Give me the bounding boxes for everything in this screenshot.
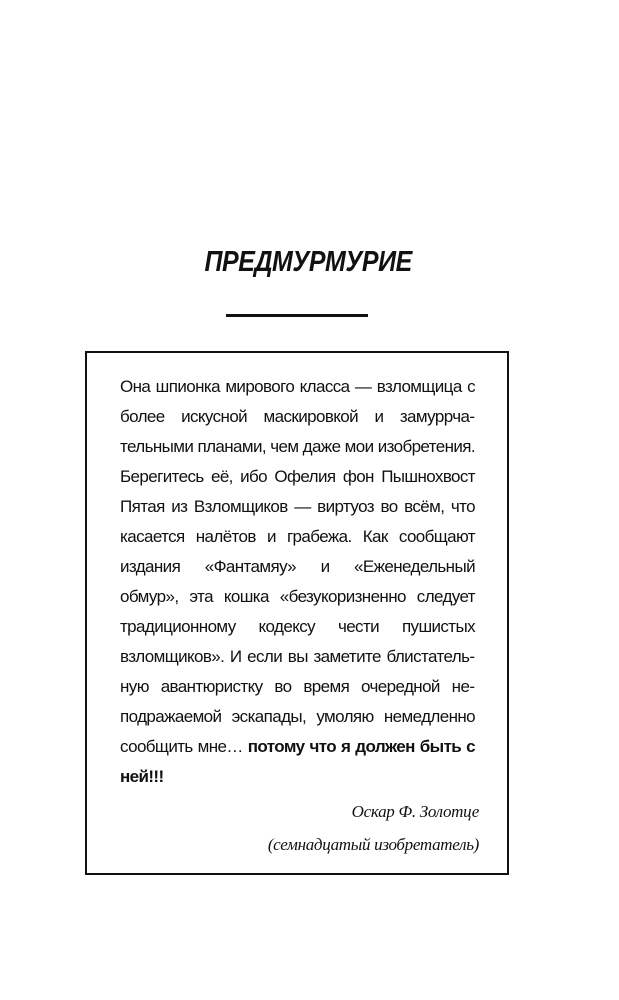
signature: [268, 795, 479, 861]
signature-name: Оскар Ф. Золотце: [351, 802, 479, 821]
page-title: ПРЕДМУРМУРИЕ: [204, 246, 412, 278]
quote-emphasis: потому что я должен быть с ней!!!: [120, 737, 475, 786]
quote-text: [120, 372, 475, 792]
quote-box: [85, 351, 509, 875]
title-divider: [226, 314, 368, 317]
quote-body: Она шпионка мирового класса — взломщица с более искусной маскировкой и замуррчательными планами, чем даже мои изобретения. Берегитесь её, ибо Офелия фон Пышнохвост Пятая из Взломщиков — виртуоз во всём, что касается налётов и грабежа. Как сообщают издания «Фантамяу» и «Еженедельный обмур», эта кошка «безукоризненно следует традиционному кодексу чести пушистых взломщиков». И если вы заметите блистательную авантюристку во время очередной неподражаемой эскапады, умоляю немедленно сообщить мне…: [120, 377, 475, 756]
signature-role: (семнадцатый изобретатель): [267, 835, 479, 854]
